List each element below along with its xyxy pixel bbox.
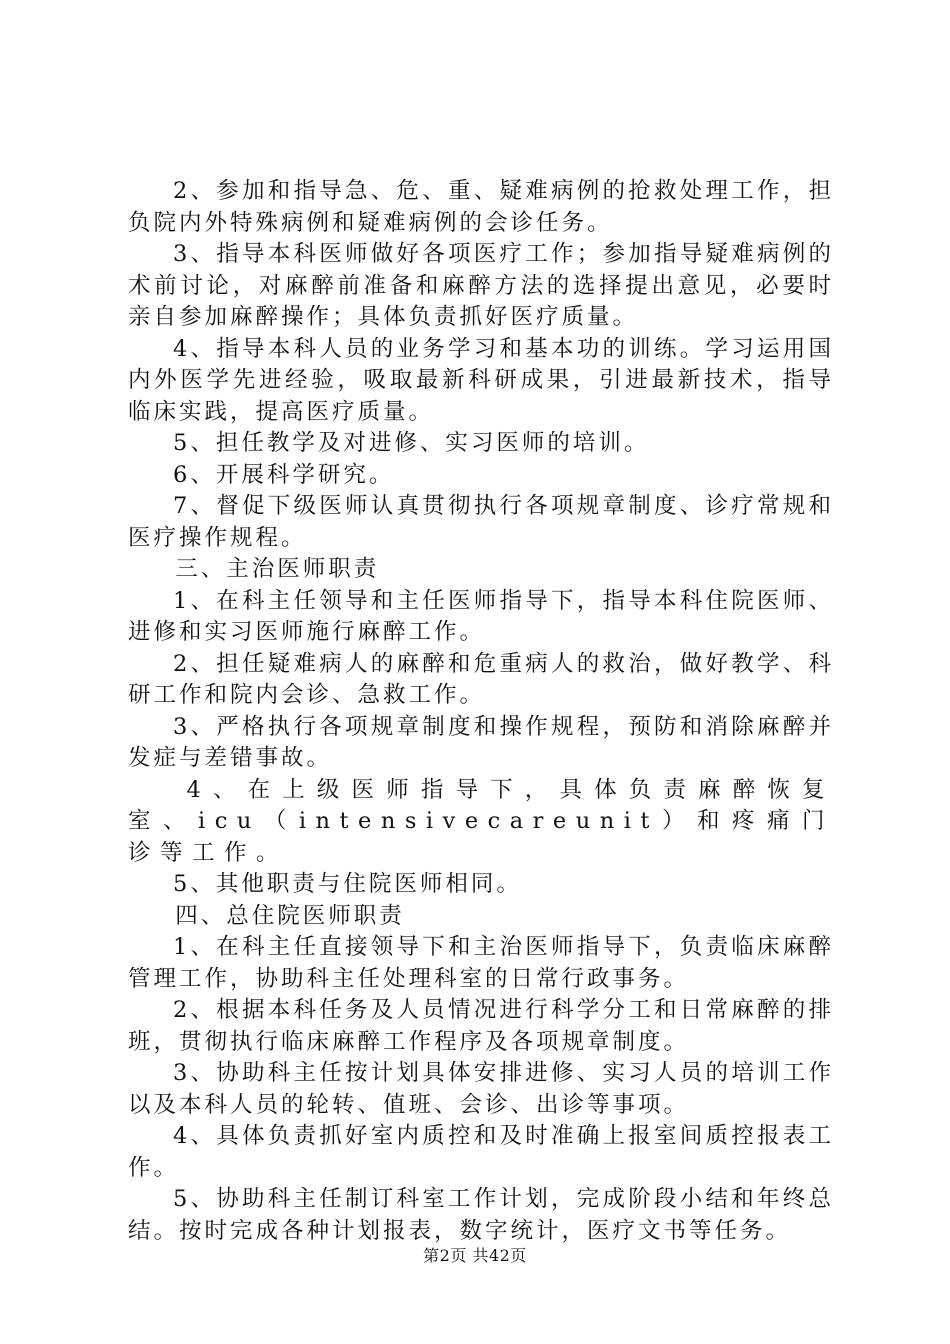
section-heading-attending: 三、主治医师职责 — [175, 556, 380, 582]
document-body — [128, 176, 834, 1247]
paragraph-attending-3: 3、严格执行各项规章制度和操作规程，预防和消除麻醉并发症与差错事故。 — [128, 713, 834, 771]
paragraph-chief-resident-3: 3、协助科主任按计划具体安排进修、实习人员的培训工作以及本科人员的轮转、值班、会诊、出诊等事项。 — [128, 1060, 834, 1118]
paragraph-duty-2: 2、参加和指导急、危、重、疑难病例的抢救处理工作，担负院内外特殊病例和疑难病例的会诊任务。 — [128, 178, 834, 236]
paragraph-attending-5: 5、其他职责与住院医师相同。 — [173, 871, 522, 897]
paragraph-duty-6: 6、开展科学研究。 — [173, 461, 395, 488]
paragraph-chief-resident-1: 1、在科主任直接领导下和主治医师指导下，负责临床麻醉管理工作，协助科主任处理科室的日常行政事务。 — [128, 934, 834, 992]
paragraph-duty-5: 5、担任教学及对进修、实习医师的培训。 — [173, 430, 650, 456]
paragraph-attending-1: 1、在科主任领导和主任医师指导下，指导本科住院医师、进修和实习医师施行麻醉工作。 — [128, 587, 834, 645]
paragraph-duty-3: 3、指导本科医师做好各项医疗工作；参加指导疑难病例的术前讨论，对麻醉前准备和麻醉方法的选择提出意见，必要时亲自参加麻醉操作；具体负责抓好医疗质量。 — [128, 241, 834, 330]
paragraph-attending-2: 2、担任疑难病人的麻醉和危重病人的救治，做好教学、科研工作和院内会诊、急救工作。 — [128, 650, 834, 708]
paragraph-chief-resident-2: 2、根据本科任务及人员情况进行科学分工和日常麻醉的排班，贯彻执行临床麻醉工作程序及各项规章制度。 — [128, 997, 834, 1055]
paragraph-duty-7: 7、督促下级医师认真贯彻执行各项规章制度、诊疗常规和医疗操作规程。 — [128, 493, 834, 551]
paragraph-duty-4: 4、指导本科人员的业务学习和基本功的训练。学习运用国内外医学先进经验，吸取最新科研成果，引进最新技术，指导临床实践，提高医疗质量。 — [128, 335, 834, 425]
page-number-footer: 第2页 共42页 — [423, 1246, 527, 1265]
section-heading-chief-resident: 四、总住院医师职责 — [175, 902, 405, 929]
paragraph-chief-resident-5: 5、协助科主任制订科室工作计划，完成阶段小结和年终总结。按时完成各种计划报表，数字统计，医疗文书等任务。 — [128, 1186, 834, 1244]
paragraph-chief-resident-4: 4、具体负责抓好室内质控和及时准确上报室间质控报表工作。 — [128, 1123, 834, 1181]
paragraph-attending-4: 4、在上级医师指导下，具体负责麻醉恢复室、icu（intensivecareunit）和疼痛门诊等工作。 — [128, 776, 834, 866]
